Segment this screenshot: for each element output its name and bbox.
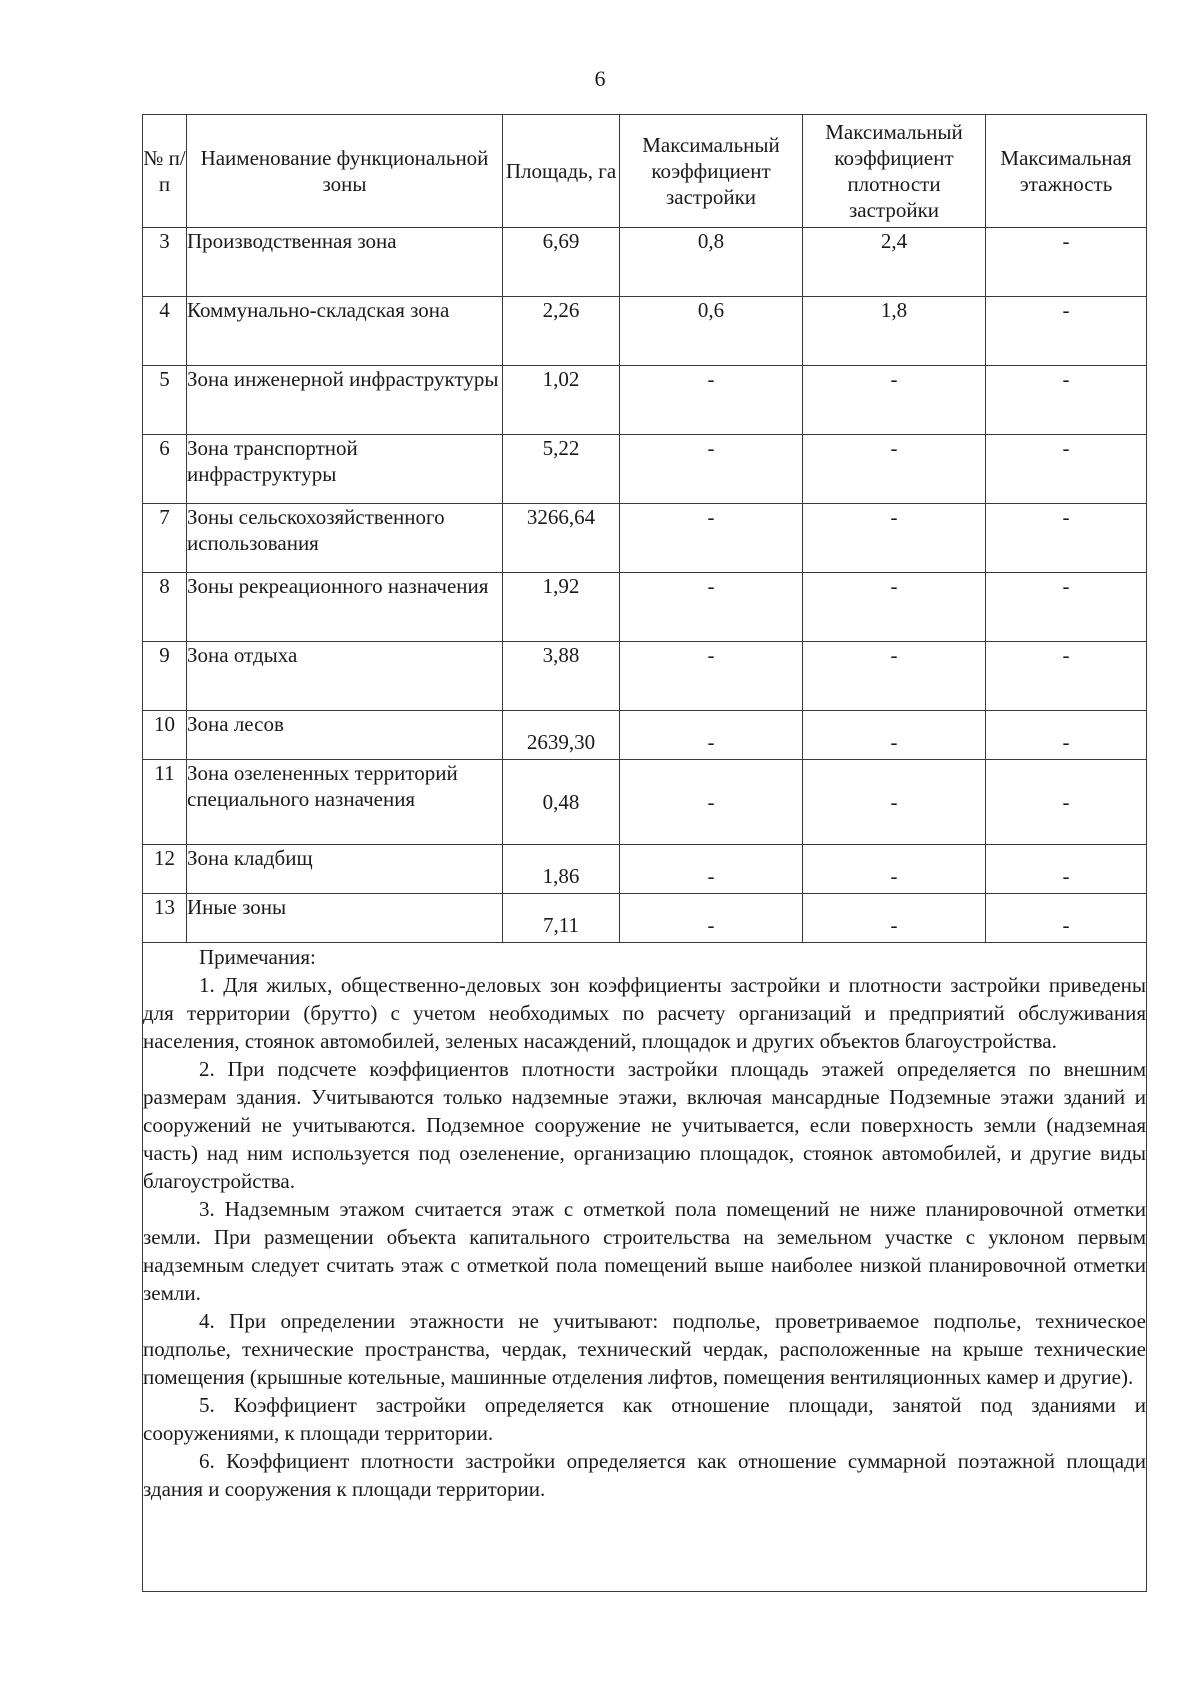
row-num: 10 [143,711,187,760]
header-density-ratio: Максимальный коэффициент плотности застройки [803,115,986,228]
row-name: Зоны рекреационного назначения [187,573,503,642]
row-floors: - [986,366,1147,435]
row-num: 7 [143,504,187,573]
row-build-ratio: 0,6 [620,297,803,366]
row-name: Зона инженерной инфраструктуры [187,366,503,435]
row-num: 12 [143,845,187,894]
note-item: 3. Надземным этажом считается этаж с отметкой пола помещений не ниже планировочной отметки земли. При размещении объекта капитального строительства на земельном участке с уклоном первым надземным следует считать этаж с отметкой пола помещений выше наиболее низкой планировочной отметки земли. [143,1197,1146,1305]
row-area: 3,88 [503,642,620,711]
row-area: 1,92 [503,573,620,642]
row-floors: - [986,711,1147,760]
row-density-ratio: - [803,642,986,711]
row-build-ratio: - [620,573,803,642]
table-row [143,504,1147,573]
row-floors: - [986,435,1147,504]
row-build-ratio: - [620,435,803,504]
row-num: 6 [143,435,187,504]
row-floors: - [986,228,1147,297]
header-build-ratio: Максимальный коэффициент застройки [620,115,803,228]
note-item: 5. Коэффициент застройки определяется как отношение площади, занятой под зданиями и сооружениями, к площади территории. [143,1393,1146,1445]
notes-title: Примечания: [199,945,316,969]
row-floors: - [986,297,1147,366]
header-num: № п/п [143,115,187,228]
table-row [143,760,1147,845]
row-area: 2639,30 [503,711,620,760]
table-row [143,845,1147,894]
row-density-ratio: - [803,366,986,435]
row-floors: - [986,573,1147,642]
row-area: 1,86 [503,845,620,894]
row-name: Зона кладбищ [187,845,503,894]
zones-table [142,114,1147,1592]
row-num: 4 [143,297,187,366]
row-build-ratio: - [620,504,803,573]
table-header-row [143,115,1147,228]
row-num: 11 [143,760,187,845]
row-build-ratio: - [620,366,803,435]
note-item: 1. Для жилых, общественно-деловых зон коэффициенты застройки и плотности застройки приведены для территории (брутто) с учетом необходимых по расчету организаций и предприятий обслуживания населения, стоянок автомобилей, зеленых насаждений, площадок и других объектов благоустройства. [143,973,1146,1053]
row-build-ratio: - [620,642,803,711]
row-density-ratio: - [803,845,986,894]
note-item: 6. Коэффициент плотности застройки определяется как отношение суммарной поэтажной площади здания и сооружения к площади территории. [143,1449,1146,1501]
table-row [143,228,1147,297]
table-row [143,573,1147,642]
row-build-ratio: - [620,711,803,760]
row-num: 3 [143,228,187,297]
row-area: 1,02 [503,366,620,435]
header-floors: Максимальная этажность [986,115,1147,228]
row-num: 5 [143,366,187,435]
notes-cell [143,943,1147,1592]
page-number: 6 [594,66,606,91]
row-floors: - [986,845,1147,894]
row-build-ratio: - [620,845,803,894]
header-name: Наименование функциональной зоны [187,115,503,228]
notes-row [143,943,1147,1592]
row-name: Зона транспортной инфраструктуры [187,435,503,504]
row-name: Зона озелененных территорий специального назначения [187,760,503,845]
row-build-ratio: - [620,894,803,943]
row-name: Производственная зона [187,228,503,297]
row-density-ratio: - [803,711,986,760]
row-num: 8 [143,573,187,642]
table-row [143,297,1147,366]
row-area: 3266,64 [503,504,620,573]
row-density-ratio: - [803,894,986,943]
row-build-ratio: - [620,760,803,845]
table-row [143,435,1147,504]
row-density-ratio: - [803,435,986,504]
table-row [143,366,1147,435]
row-name: Коммунально-складская зона [187,297,503,366]
row-floors: - [986,894,1147,943]
row-area: 6,69 [503,228,620,297]
row-density-ratio: 1,8 [803,297,986,366]
row-name: Зона лесов [187,711,503,760]
row-name: Зоны сельскохозяйственного использования [187,504,503,573]
row-density-ratio: - [803,573,986,642]
table-row [143,642,1147,711]
row-floors: - [986,760,1147,845]
row-name: Зона отдыха [187,642,503,711]
row-density-ratio: 2,4 [803,228,986,297]
row-num: 13 [143,894,187,943]
row-density-ratio: - [803,504,986,573]
row-num: 9 [143,642,187,711]
row-area: 0,48 [503,760,620,845]
row-build-ratio: 0,8 [620,228,803,297]
table-row [143,894,1147,943]
note-item: 4. При определении этажности не учитывают: подполье, проветриваемое подполье, техническое подполье, технические пространства, чердак, технический чердак, расположенные на крыше технические помещения (крышные котельные, машинные отделения лифтов, помещения вентиляционных камер и другие). [143,1309,1146,1389]
note-item: 2. При подсчете коэффициентов плотности застройки площадь этажей определяется по внешним размерам здания. Учитываются только надземные этажи, включая мансардные Подземные этажи зданий и сооружений не учитываются. Подземное сооружение не учитывается, если поверхность земли (надземная часть) над ним используется под озеленение, организацию площадок, стоянок автомобилей, и другие виды благоустройства. [143,1057,1146,1193]
header-area: Площадь, га [503,115,620,228]
row-area: 7,11 [503,894,620,943]
row-name: Иные зоны [187,894,503,943]
row-floors: - [986,504,1147,573]
row-density-ratio: - [803,760,986,845]
table-row [143,711,1147,760]
row-area: 2,26 [503,297,620,366]
row-floors: - [986,642,1147,711]
row-area: 5,22 [503,435,620,504]
